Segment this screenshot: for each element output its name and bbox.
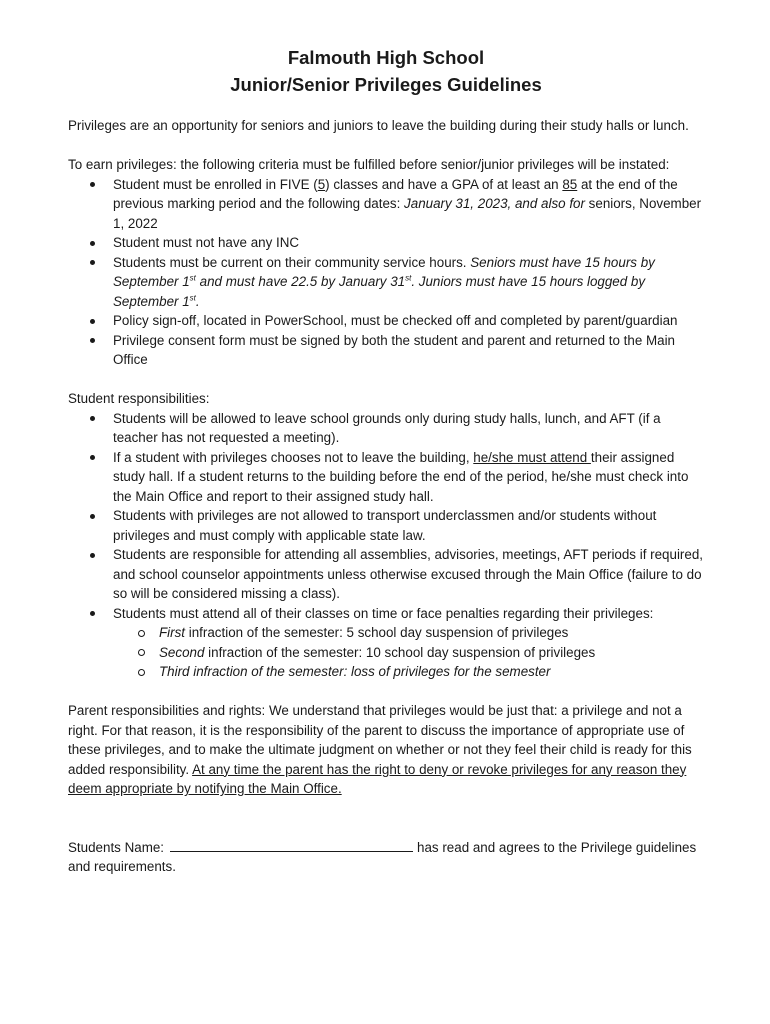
- responsibilities-lead: Student responsibilities:: [68, 391, 210, 406]
- criteria-item-service-hours: Students must be current on their community service hours. Seniors must have 15 hours by September 1st and must have 22.5 by January 31st. Juniors must have 15 hours logged by September 1st.: [68, 253, 704, 312]
- criteria-item-policy-signoff: Policy sign-off, located in PowerSchool, must be checked off and completed by parent/guardian: [68, 311, 704, 331]
- responsibility-item-transport: Students with privileges are not allowed to transport underclassmen and/or students without privileges and must comply with applicable state law.: [68, 506, 704, 545]
- penalty-list: [68, 623, 704, 682]
- intro-paragraph: Privileges are an opportunity for seniors and juniors to leave the building during their study halls or lunch.: [68, 118, 689, 133]
- parent-paragraph: Parent responsibilities and rights: We understand that privileges would be just that: a privilege and not a right. For that reason, it is the responsibility of the parent to discuss the importance of appropriate use of these privileges, and to make the ultimate judgment on whether or not they feel their child is ready for this added responsibility. At any time the parent has the right to deny or revoke privileges for any reason they deem appropriate by notifying the Main Office.: [68, 703, 692, 796]
- responsibilities-list: [68, 409, 704, 624]
- criteria-item-enrollment: Student must be enrolled in FIVE (5) classes and have a GPA of at least an 85 at the end of the previous marking period and the following dates: January 31, 2023, and also for seniors, November 1, 2022: [68, 175, 704, 234]
- criteria-list: [68, 175, 704, 370]
- responsibility-item-study-hall: If a student with privileges chooses not to leave the building, he/she must attend their assigned study hall. If a student returns to the building before the end of the period, he/she must check into the Main Office and report to their assigned study hall.: [68, 448, 704, 507]
- document-page: [68, 44, 704, 877]
- criteria-item-consent-form: Privilege consent form must be signed by both the student and parent and returned to the Main Office: [68, 331, 704, 370]
- student-name-line[interactable]: [170, 838, 413, 852]
- title-block: [68, 44, 704, 98]
- penalty-item-third: Third infraction of the semester: loss of privileges for the semester: [113, 662, 704, 682]
- signature-section: [68, 838, 704, 877]
- responsibility-item-attendance: Students must attend all of their classes on time or face penalties regarding their privileges:: [68, 604, 704, 624]
- criteria-item-inc: Student must not have any INC: [68, 233, 704, 253]
- responsibility-item-assemblies: Students are responsible for attending all assemblies, advisories, meetings, AFT periods if required, and school counselor appointments unless otherwise excused through the Main Office (failure to do so will be considered missing a class).: [68, 545, 704, 604]
- penalty-item-second: Second infraction of the semester: 10 school day suspension of privileges: [113, 643, 704, 663]
- signature-text: has read and agrees to the Privilege guidelines and requirements.: [68, 839, 697, 874]
- school-name: Falmouth High School: [287, 47, 485, 68]
- responsibility-item-leave-grounds: Students will be allowed to leave school grounds only during study halls, lunch, and AFT (if a teacher has not requested a meeting).: [68, 409, 704, 448]
- penalty-item-first: First infraction of the semester: 5 school day suspension of privileges: [113, 623, 704, 643]
- criteria-lead: To earn privileges: the following criteria must be fulfilled before senior/junior privileges will be instated:: [68, 157, 670, 172]
- signature-label: Students Name:: [68, 839, 165, 855]
- document-title: Junior/Senior Privileges Guidelines: [230, 74, 542, 95]
